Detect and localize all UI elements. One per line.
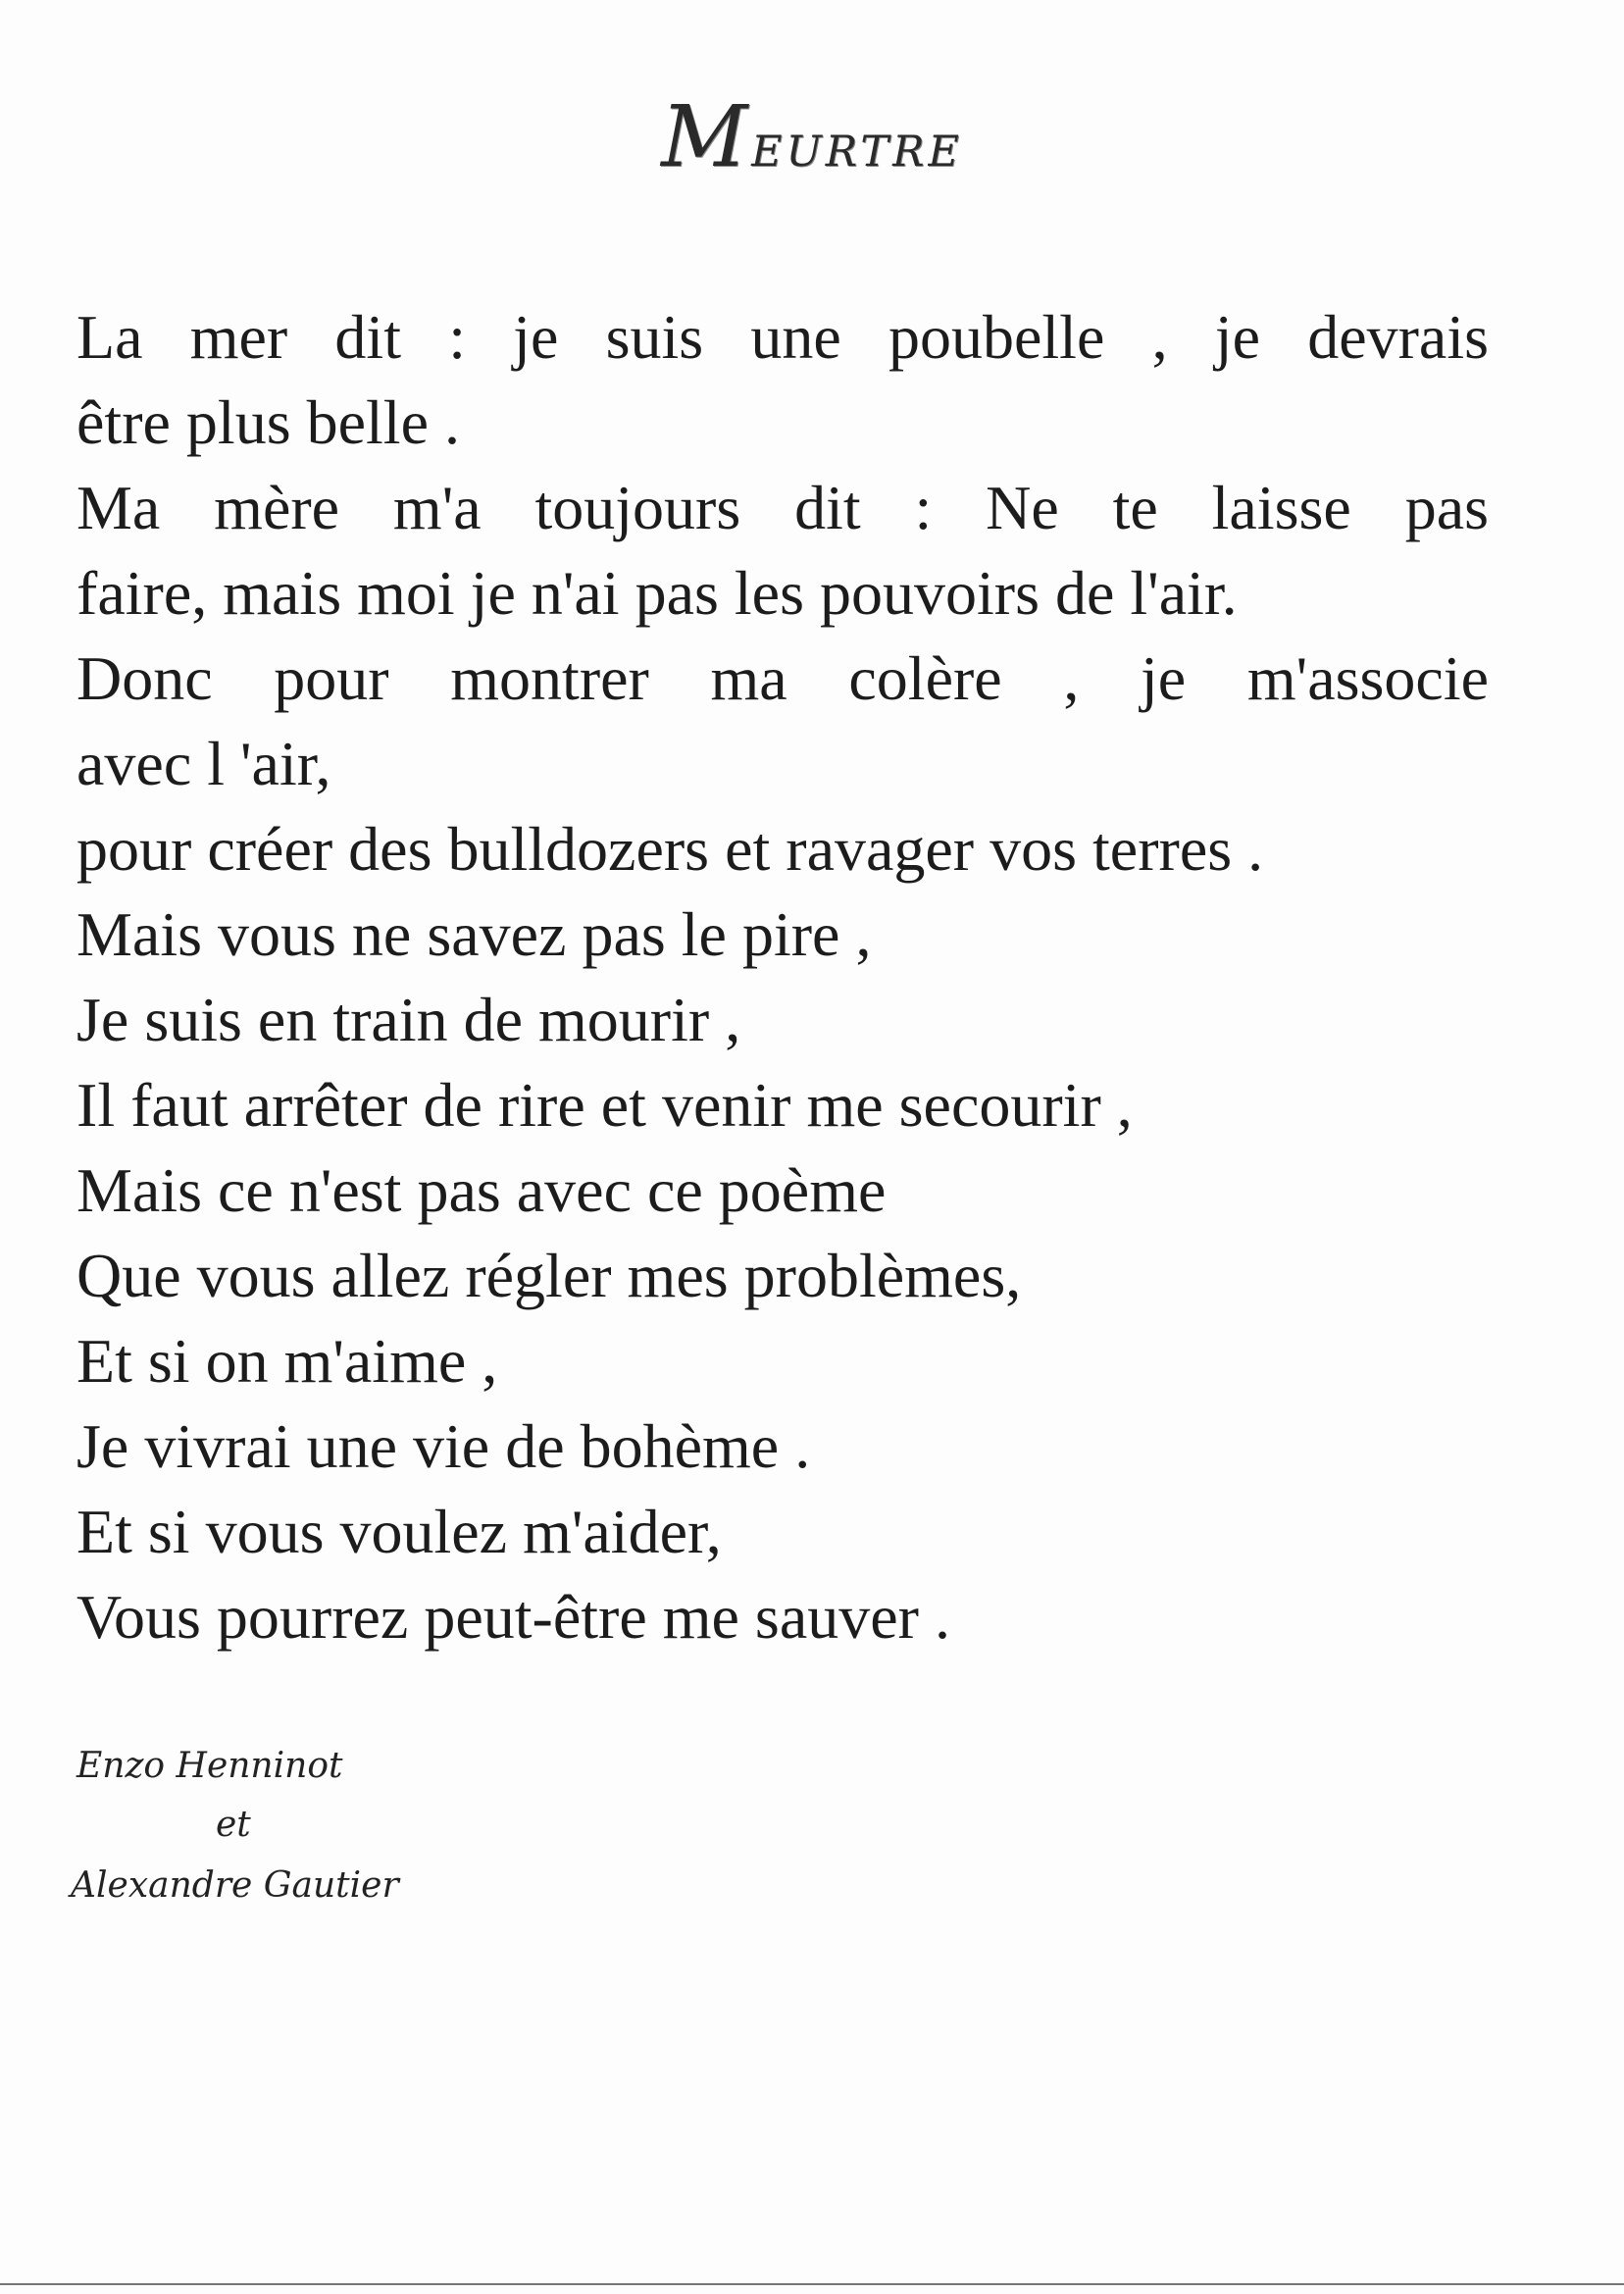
bottom-divider (0, 2283, 1624, 2285)
poem-title (0, 88, 1624, 186)
poem-line: Vous pourrez peut-être me sauver . (76, 1582, 950, 1652)
poem-line: Il faut arrêter de rire et venir me secourir , (76, 1070, 1133, 1140)
title-rest: eurtre (751, 109, 963, 180)
poem-line: avec l 'air, (76, 729, 331, 798)
title-initial: M (661, 88, 752, 186)
poem-line: être plus belle . (76, 387, 460, 457)
poem-line: Que vous allez régler mes problèmes, (76, 1241, 1022, 1310)
poem-line: Mais vous ne savez pas le pire , (76, 899, 872, 969)
author-first: Enzo Henninot (76, 1746, 343, 1786)
poem-line: Je vivrai une vie de bohème . (76, 1411, 811, 1481)
author-conjunction: et (216, 1805, 251, 1845)
author-second: Alexandre Gautier (71, 1865, 399, 1906)
poem-line: La mer dit : je suis une poubelle , je devrais (76, 302, 1489, 372)
poem-line: Et si on m'aime , (76, 1326, 498, 1396)
poem-line: Ma mère m'a toujours dit : Ne te laisse pas (76, 473, 1489, 542)
poem-line: Donc pour montrer ma colère , je m'associe (76, 643, 1489, 713)
poem-line: faire, mais moi je n'ai pas les pouvoirs de l'air. (76, 558, 1238, 628)
poem-body (76, 294, 1498, 1659)
poem-line: Mais ce n'est pas avec ce poème (76, 1155, 887, 1225)
poem-line: Je suis en train de mourir , (76, 985, 741, 1054)
poem-line: pour créer des bulldozers et ravager vos terres . (76, 814, 1264, 884)
poem-line: Et si vous voulez m'aider, (76, 1497, 722, 1566)
